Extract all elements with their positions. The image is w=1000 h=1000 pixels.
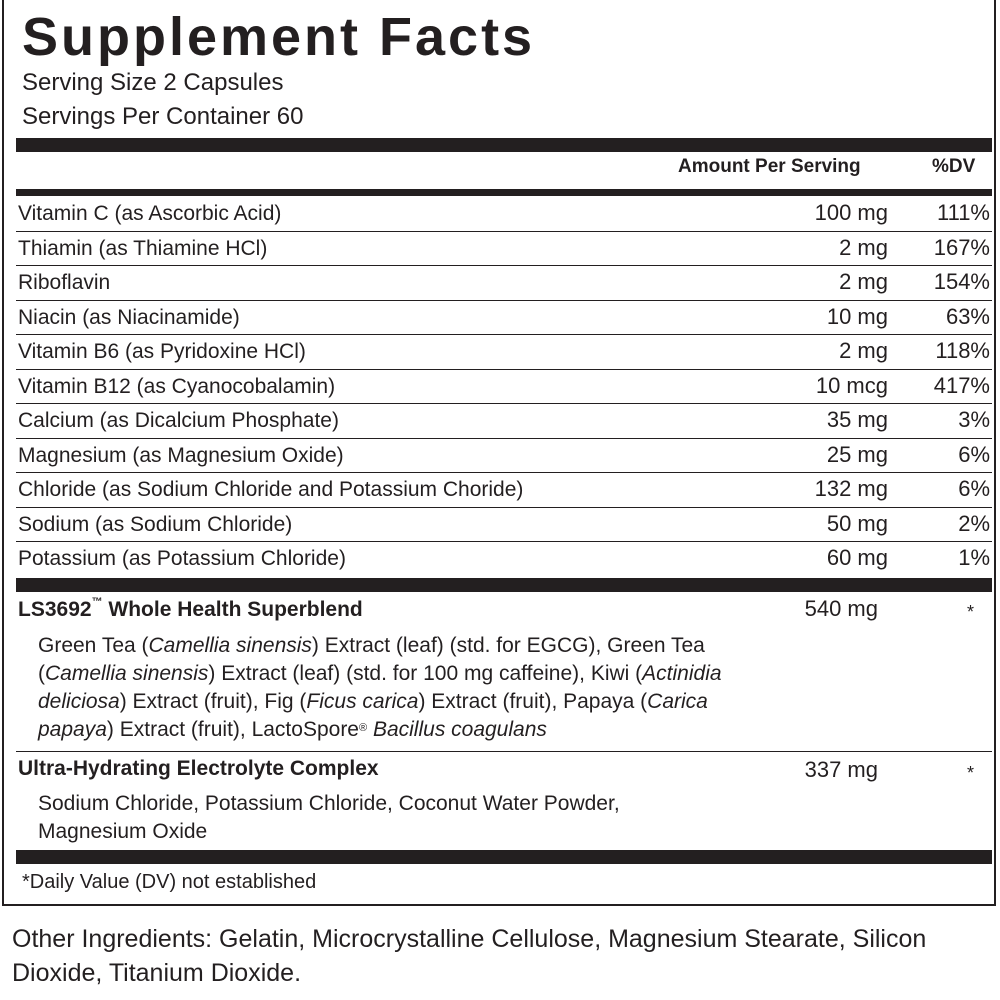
nutrient-row bbox=[16, 232, 992, 266]
nutrient-dv: 63% bbox=[945, 303, 990, 329]
nutrient-row bbox=[16, 370, 992, 404]
column-header-dv: %DV bbox=[932, 156, 976, 177]
nutrient-dv: 417% bbox=[933, 372, 990, 398]
nutrient-name: Thiamin (as Thiamine HCl) bbox=[18, 236, 268, 260]
electrolyte-complex-name: Ultra-Hydrating Electrolyte Complex bbox=[18, 757, 379, 780]
nutrient-dv: 167% bbox=[933, 234, 990, 260]
nutrient-amount: 2 mg bbox=[839, 234, 888, 260]
superblend-name: LS3692™ Whole Health Superblend bbox=[18, 596, 363, 621]
nutrient-row bbox=[16, 473, 992, 507]
nutrient-row bbox=[16, 197, 992, 231]
supplement-facts-panel bbox=[2, 0, 996, 906]
nutrient-dv: 111% bbox=[936, 200, 990, 225]
superblend-amount: 540 mg bbox=[804, 596, 878, 621]
nutrient-name: Magnesium (as Magnesium Oxide) bbox=[18, 443, 344, 467]
serving-size: Serving Size 2 Capsules bbox=[22, 69, 284, 96]
nutrient-amount: 50 mg bbox=[826, 510, 888, 536]
nutrient-name: Vitamin C (as Ascorbic Acid) bbox=[18, 202, 282, 225]
nutrient-amount: 60 mg bbox=[826, 545, 888, 570]
electrolyte-complex-dv: * bbox=[966, 763, 974, 783]
nutrient-amount: 10 mcg bbox=[815, 372, 888, 398]
servings-per-container: Servings Per Container 60 bbox=[22, 103, 304, 130]
nutrient-amount: 10 mg bbox=[826, 303, 888, 329]
nutrient-row bbox=[16, 266, 992, 300]
column-header-amount: Amount Per Serving bbox=[678, 156, 861, 177]
nutrient-row bbox=[16, 439, 992, 473]
nutrient-row bbox=[16, 404, 992, 438]
nutrient-name: Vitamin B12 (as Cyanocobalamin) bbox=[18, 374, 336, 398]
nutrient-amount: 100 mg bbox=[814, 200, 888, 225]
nutrient-name: Vitamin B6 (as Pyridoxine HCl) bbox=[18, 340, 306, 363]
nutrient-name: Chloride (as Sodium Chloride and Potassium Choride) bbox=[18, 478, 524, 501]
panel-title: Supplement Facts bbox=[22, 7, 536, 67]
nutrient-amount: 25 mg bbox=[826, 441, 888, 467]
nutrient-dv: 2% bbox=[958, 510, 990, 536]
nutrient-name: Potassium (as Potassium Chloride) bbox=[18, 547, 346, 570]
nutrient-dv: 3% bbox=[958, 407, 990, 432]
nutrient-row bbox=[16, 335, 992, 369]
electrolyte-complex-ingredients: Sodium Chloride, Potassium Chloride, Coconut Water Powder, Magnesium Oxide bbox=[38, 792, 620, 843]
nutrient-name: Niacin (as Niacinamide) bbox=[18, 305, 240, 329]
nutrient-dv: 1% bbox=[958, 545, 990, 570]
electrolyte-complex-amount: 337 mg bbox=[804, 757, 878, 782]
nutrient-dv: 6% bbox=[958, 441, 990, 467]
nutrient-name: Sodium (as Sodium Chloride) bbox=[18, 512, 293, 536]
nutrient-row bbox=[16, 542, 992, 576]
medium-divider bbox=[16, 189, 992, 196]
nutrient-amount: 2 mg bbox=[839, 338, 888, 363]
thick-divider-top bbox=[16, 138, 992, 152]
superblend-dv: * bbox=[966, 602, 974, 622]
nutrient-dv: 6% bbox=[958, 476, 990, 501]
nutrient-amount: 2 mg bbox=[839, 269, 888, 294]
nutrient-row bbox=[16, 508, 992, 542]
thick-divider-blends bbox=[16, 578, 992, 592]
other-ingredients: Other Ingredients: Gelatin, Microcrystalline Cellulose, Magnesium Stearate, Silicon Dioxide, Titanium Dioxide. bbox=[12, 925, 927, 987]
nutrient-dv: 118% bbox=[935, 338, 990, 363]
superblend-ingredients: Green Tea (Camellia sinensis) Extract (leaf) (std. for EGCG), Green Tea (Camellia sinensis) Extract (leaf) (std. for 100 mg caffeine), Kiwi (Actinidia deliciosa) Extract (fruit), Fig (Ficus carica) Extract (fruit), Papaya (Carica papaya) Extract (fruit), LactoSpore® Bacillus coagulans bbox=[38, 634, 722, 741]
nutrient-amount: 35 mg bbox=[826, 407, 888, 432]
nutrient-row bbox=[16, 301, 992, 335]
blend-divider bbox=[16, 751, 992, 752]
nutrient-name: Riboflavin bbox=[18, 271, 111, 294]
daily-value-footnote: *Daily Value (DV) not established bbox=[22, 871, 317, 893]
nutrient-amount: 132 mg bbox=[814, 476, 888, 501]
nutrient-dv: 154% bbox=[933, 269, 990, 294]
nutrient-name: Calcium (as Dicalcium Phosphate) bbox=[18, 409, 339, 432]
thick-divider-bottom bbox=[16, 850, 992, 864]
